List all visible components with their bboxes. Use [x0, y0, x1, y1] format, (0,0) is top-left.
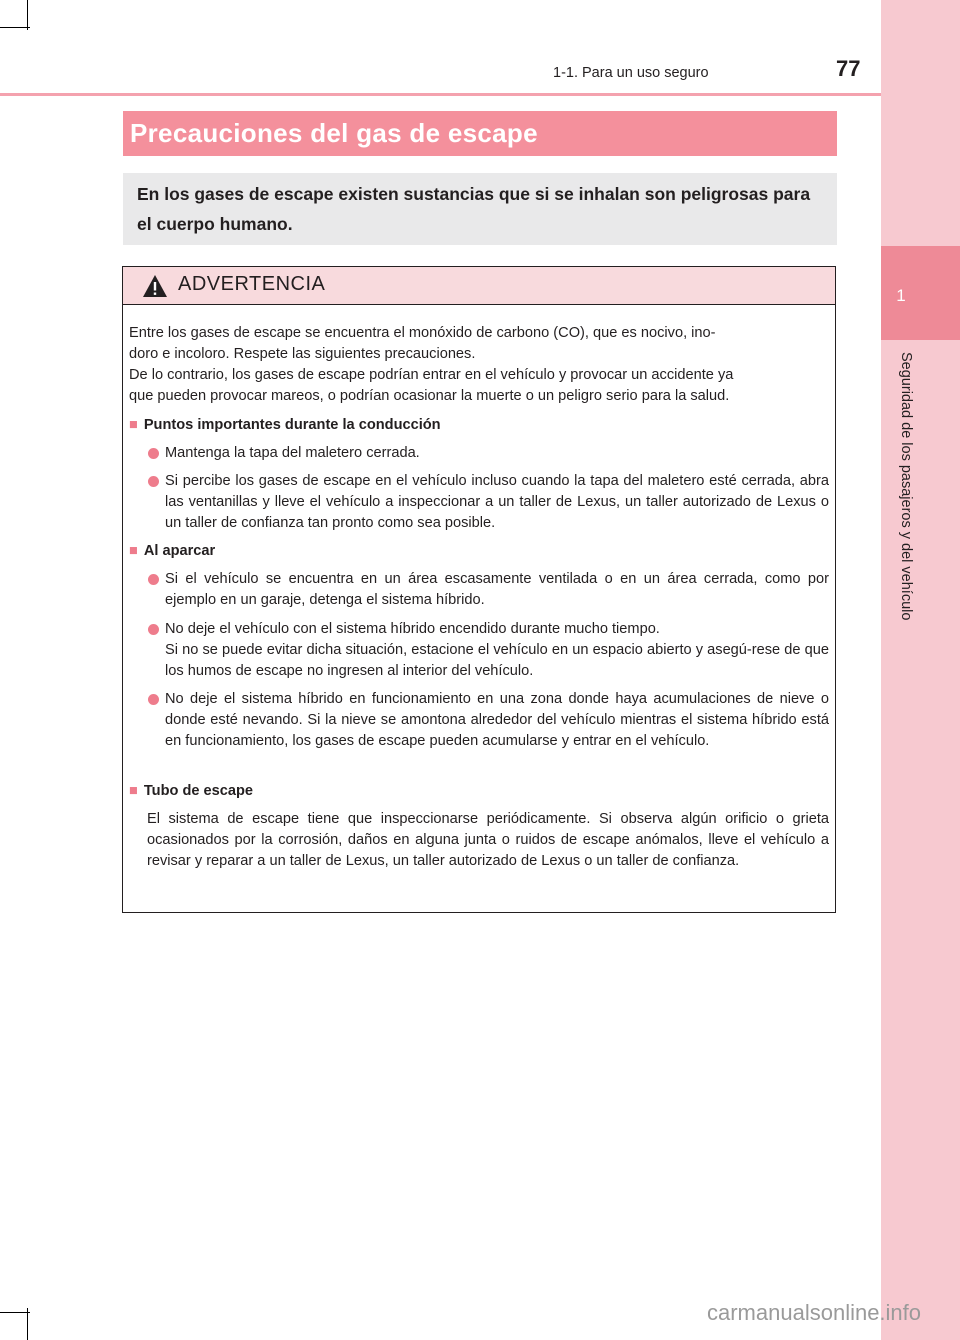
chapter-side-tab: [881, 0, 960, 1340]
square-bullet-icon: ■: [129, 417, 138, 433]
intro-text: En los gases de escape existen sustancias que si se inhalan son peligrosas para el cuerpo humano.: [137, 184, 811, 234]
chapter-title: Seguridad de los pasajeros y del vehículo: [898, 352, 914, 621]
crop-mark: [0, 27, 30, 28]
subsection-heading-text: Puntos importantes durante la conducción: [143, 417, 441, 433]
warning-intro-line: que pueden provocar mareos, o podrían ocasionar la muerte o un peligro serio para la salud.: [129, 388, 730, 404]
bullet-text: Si el vehículo se encuentra en un área escasamente ventilada o en un área cerrada, como por ejemplo en un garaje, detenga el sistema híbrido.: [165, 571, 829, 608]
watermark: carmanualsonline.info: [707, 1300, 922, 1325]
bullet-dot-icon: [148, 476, 159, 487]
warning-intro-line: doro e incoloro. Respete las siguientes precauciones.: [129, 346, 476, 362]
bullet-dot-icon: [148, 694, 159, 705]
subsection-heading: [129, 415, 441, 436]
warning-intro-line: De lo contrario, los gases de escape podrían entrar en el vehículo y provocar un accidente ya: [129, 367, 734, 383]
warning-intro: [129, 323, 829, 407]
section-reference: 1-1. Para un uso seguro: [553, 65, 709, 81]
bullet-line: Si no se puede evitar dicha situación, estacione el vehículo en un espacio abierto y asegú-rese de que los humos de escape no ingresen al interior del vehículo.: [165, 642, 829, 679]
section-title: Precauciones del gas de escape: [130, 118, 538, 148]
bullet-text: No deje el sistema híbrido en funcionamiento en una zona donde haya acumulaciones de nieve o donde esté nevando. Si la nieve se amontona alrededor del vehículo mientras el sistema híbrido está en funcionamiento, los gases de escape pueden acumularse y entrar en el vehículo.: [165, 691, 829, 749]
subsection-text: El sistema de escape tiene que inspeccionarse periódicamente. Si observa algún orificio o grieta ocasionados por la corrosión, daños en alguna junta o ruidos de escape anómalos, lleve el vehículo a revisar y reparar a un taller de Lexus, un taller autorizado de Lexus o un taller de confianza.: [147, 811, 829, 869]
chapter-number: 1: [896, 286, 906, 305]
subsection-heading-text: Al aparcar: [143, 543, 216, 559]
warning-intro-line: Entre los gases de escape se encuentra el monóxido de carbono (CO), que es nocivo, ino-: [129, 325, 716, 341]
square-bullet-icon: ■: [129, 783, 138, 799]
bullet-dot-icon: [148, 574, 159, 585]
bullet-text: [165, 619, 829, 682]
square-bullet-icon: ■: [129, 543, 138, 559]
bullet-text: Mantenga la tapa del maletero cerrada.: [165, 445, 420, 461]
bullet-dot-icon: [148, 624, 159, 635]
crop-mark: [0, 1312, 30, 1313]
header-rule: [0, 93, 881, 96]
subsection-heading: [129, 541, 215, 562]
crop-mark: [27, 0, 28, 30]
bullet-text: Si percibe los gases de escape en el vehículo incluso cuando la tapa del maletero esté cerrada, abra las ventanillas y lleve el vehículo a inspeccionar a un taller de Lexus, un taller autorizado de Lexus o un taller de confianza tan pronto como sea posible.: [165, 473, 829, 531]
warning-triangle-icon: [142, 273, 168, 299]
warning-label: ADVERTENCIA: [178, 273, 326, 295]
bullet-dot-icon: [148, 448, 159, 459]
bullet-line: No deje el vehículo con el sistema híbrido encendido durante mucho tiempo.: [165, 621, 660, 637]
subsection-heading-text: Tubo de escape: [143, 783, 254, 799]
subsection-heading: [129, 781, 253, 802]
page-number: 77: [836, 56, 861, 81]
